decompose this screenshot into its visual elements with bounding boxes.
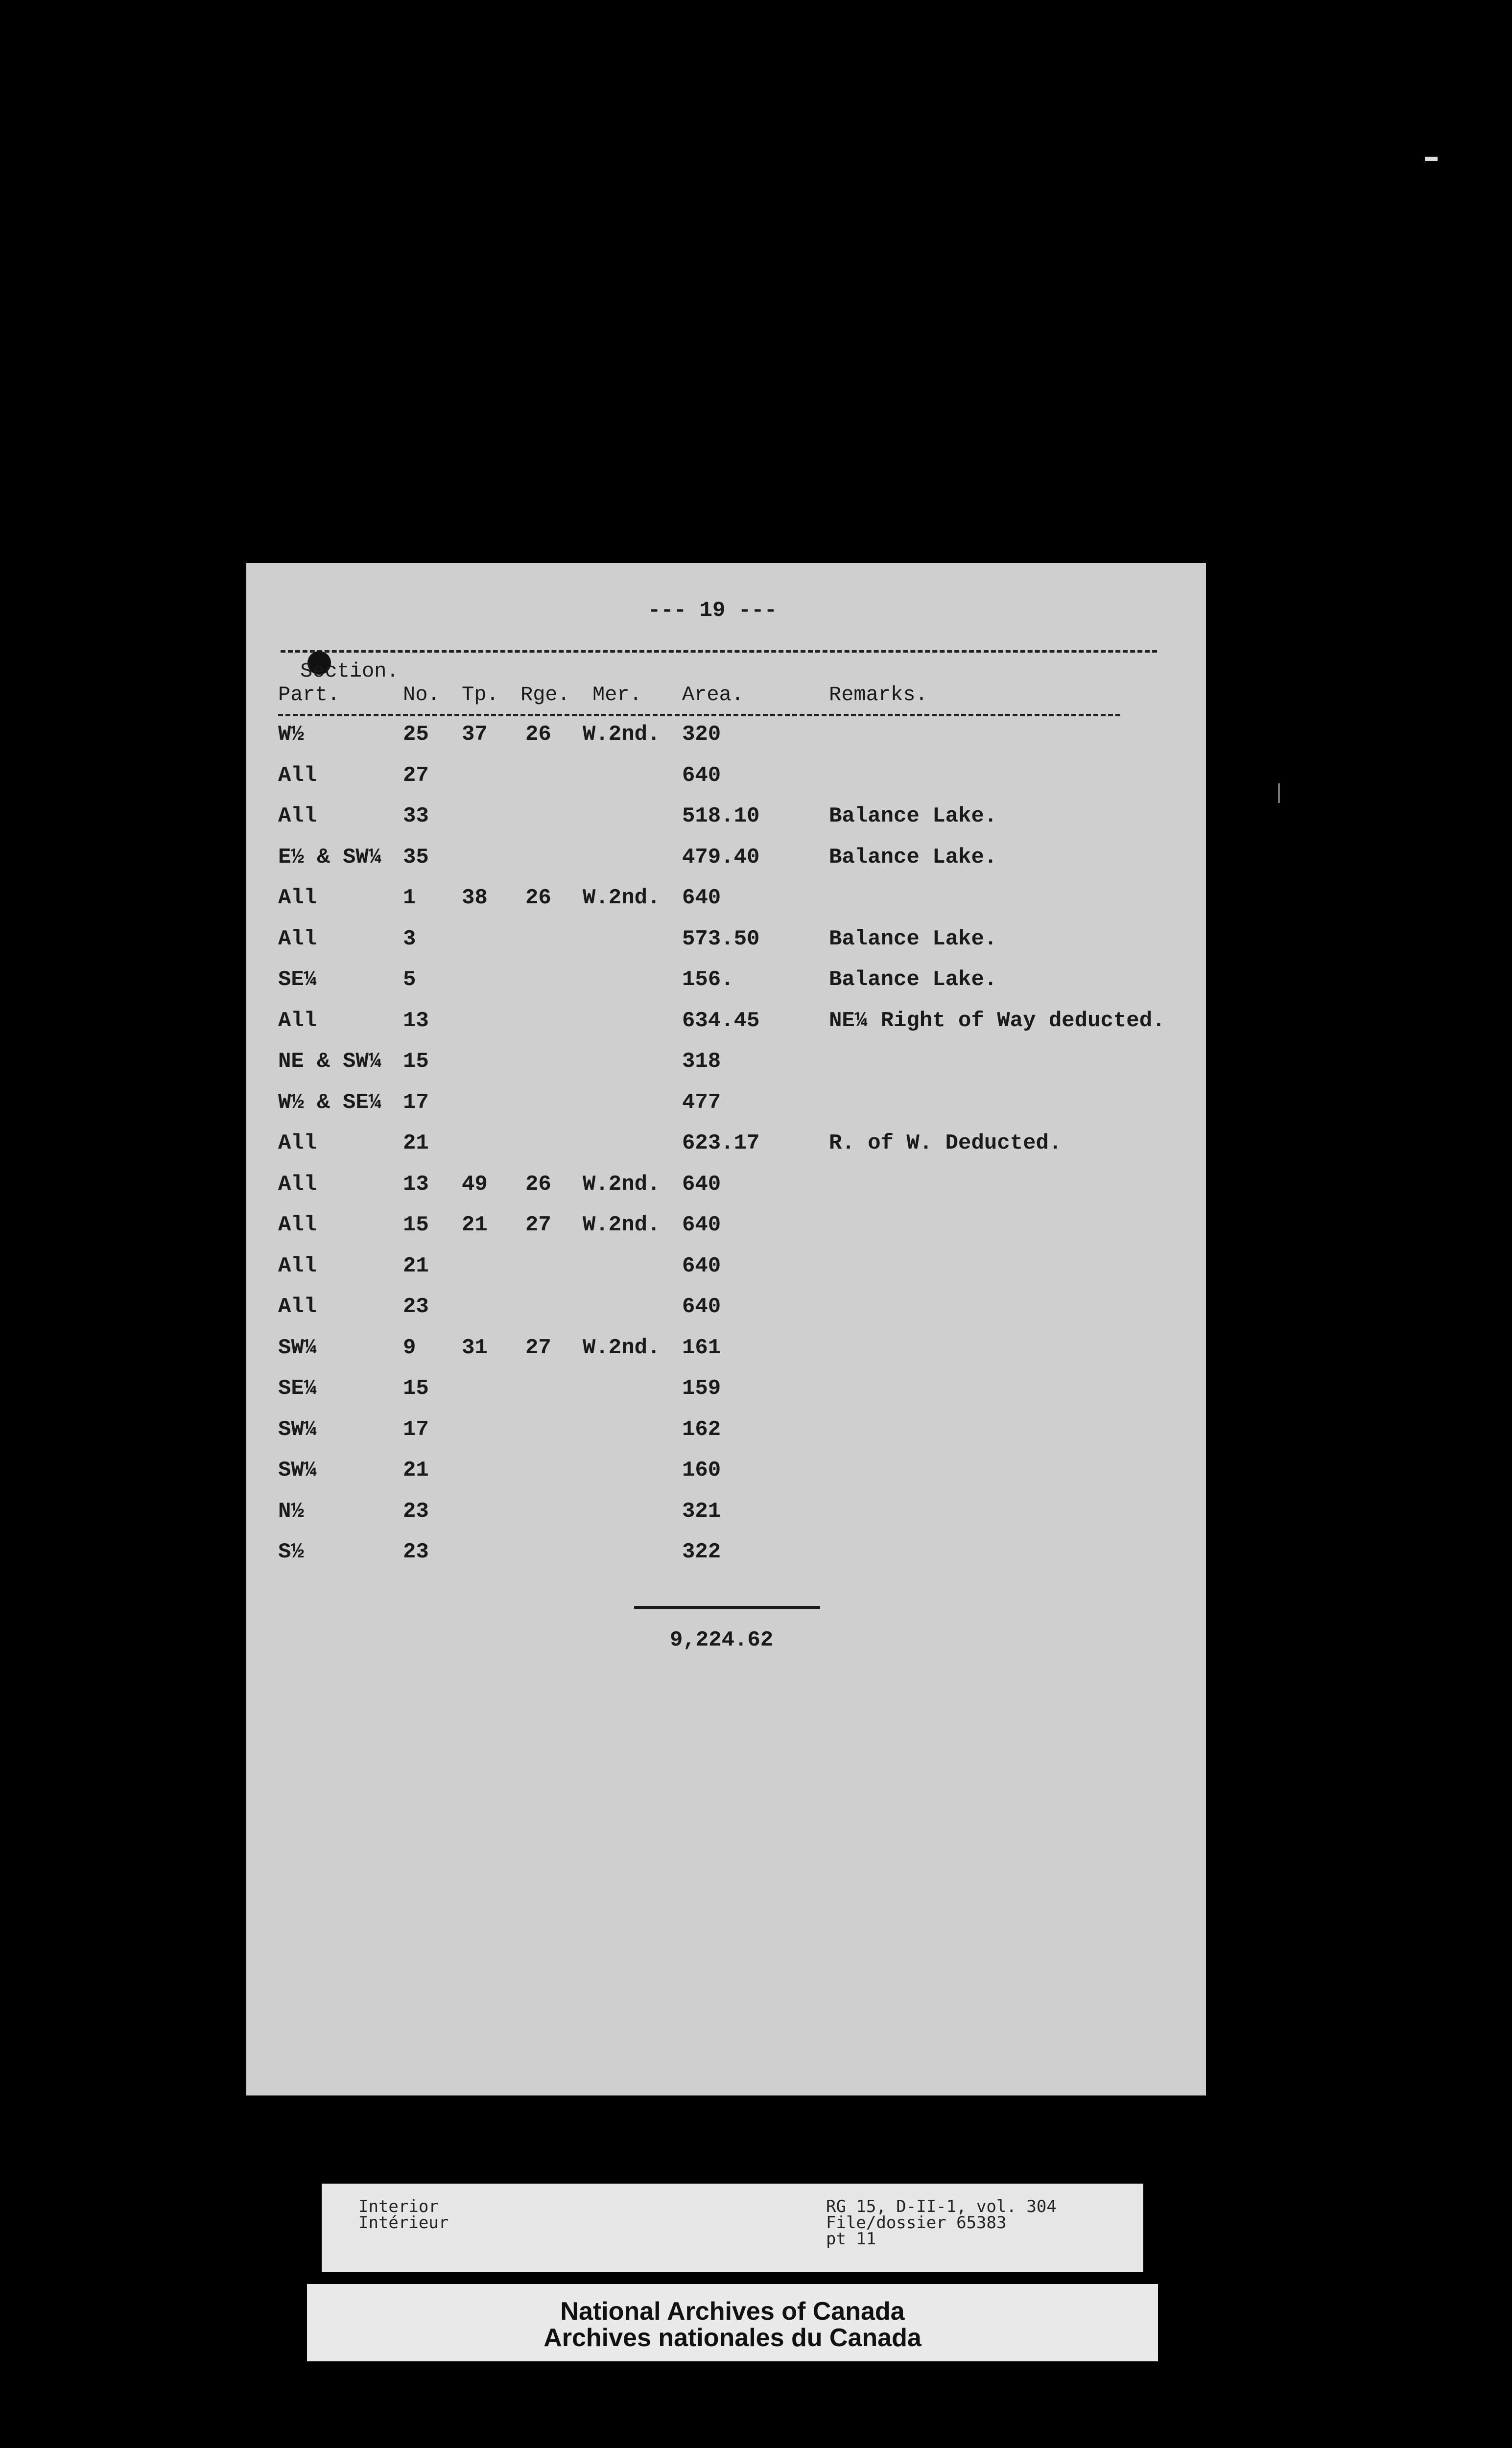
cell-part: E½ & SW¼ bbox=[278, 845, 382, 870]
header-rge: Rge. bbox=[520, 683, 570, 706]
cell-area: 162 bbox=[682, 1417, 721, 1442]
cell-no: 33 bbox=[403, 804, 429, 828]
cell-no: 5 bbox=[403, 967, 416, 992]
header-area: Area. bbox=[682, 683, 744, 706]
cell-part: All bbox=[278, 1008, 317, 1033]
cell-area: 156. bbox=[682, 967, 734, 992]
dept-fr: Intérieur bbox=[358, 2213, 449, 2233]
cell-no: 21 bbox=[403, 1253, 429, 1278]
table-row bbox=[246, 1131, 1206, 1165]
table-row bbox=[246, 1009, 1206, 1043]
cell-no: 21 bbox=[403, 1131, 429, 1155]
cell-area: 640 bbox=[682, 886, 721, 910]
cell-remarks: Balance Lake. bbox=[829, 967, 997, 992]
cell-no: 15 bbox=[403, 1049, 429, 1074]
table-row bbox=[246, 1295, 1206, 1329]
cell-no: 23 bbox=[403, 1295, 429, 1319]
cell-area: 321 bbox=[682, 1499, 721, 1524]
cell-part: S½ bbox=[278, 1540, 304, 1564]
cell-area: 477 bbox=[682, 1090, 721, 1115]
dept-en: Interior bbox=[358, 2197, 439, 2216]
total-rule bbox=[634, 1606, 820, 1609]
speck bbox=[1278, 783, 1280, 803]
table-row bbox=[246, 1049, 1206, 1083]
cell-no: 13 bbox=[403, 1008, 429, 1033]
table-row bbox=[246, 1417, 1206, 1452]
cell-part: All bbox=[278, 804, 317, 828]
cell-area: 640 bbox=[682, 763, 721, 788]
cell-part: W½ bbox=[278, 722, 304, 747]
header-remarks: Remarks. bbox=[829, 683, 928, 706]
archive-name-label bbox=[307, 2284, 1158, 2361]
table-row bbox=[246, 886, 1206, 920]
cell-no: 25 bbox=[403, 722, 429, 747]
document-page bbox=[246, 563, 1206, 2095]
cell-part: All bbox=[278, 1172, 317, 1197]
cell-tp: 38 bbox=[462, 886, 488, 910]
cell-part: SW¼ bbox=[278, 1417, 317, 1442]
cell-no: 9 bbox=[403, 1335, 416, 1360]
ref-line3: pt 11 bbox=[826, 2229, 876, 2249]
cell-part: All bbox=[278, 763, 317, 788]
cell-mer: W.2nd. bbox=[583, 1213, 661, 1237]
cell-part: SW¼ bbox=[278, 1335, 317, 1360]
cell-area: 518.10 bbox=[682, 804, 760, 828]
cell-part: N½ bbox=[278, 1499, 304, 1524]
cell-rge: 26 bbox=[525, 1172, 551, 1197]
header-section: Section. bbox=[300, 659, 399, 683]
table-row bbox=[246, 845, 1206, 879]
table-row bbox=[246, 1090, 1206, 1125]
table-row bbox=[246, 1458, 1206, 1492]
cell-no: 13 bbox=[403, 1172, 429, 1197]
cell-mer: W.2nd. bbox=[583, 1335, 661, 1360]
cell-no: 15 bbox=[403, 1213, 429, 1237]
header-part: Part. bbox=[278, 683, 340, 706]
cell-area: 318 bbox=[682, 1049, 721, 1074]
table-row bbox=[246, 1254, 1206, 1288]
speck bbox=[1425, 157, 1438, 161]
cell-no: 23 bbox=[403, 1499, 429, 1524]
table-row bbox=[246, 722, 1206, 756]
cell-area: 160 bbox=[682, 1458, 721, 1483]
cell-remarks: NE¼ Right of Way deducted. bbox=[829, 1008, 1165, 1033]
cell-mer: W.2nd. bbox=[583, 1172, 661, 1197]
archive-name-fr: Archives nationales du Canada bbox=[543, 2324, 921, 2352]
table-row bbox=[246, 1540, 1206, 1574]
cell-tp: 21 bbox=[462, 1213, 488, 1237]
cell-part: All bbox=[278, 886, 317, 910]
cell-tp: 31 bbox=[462, 1335, 488, 1360]
cell-no: 21 bbox=[403, 1458, 429, 1483]
table-row bbox=[246, 1499, 1206, 1533]
table-row bbox=[246, 1336, 1206, 1370]
cell-part: SW¼ bbox=[278, 1458, 317, 1483]
cell-mer: W.2nd. bbox=[583, 886, 661, 910]
cell-no: 17 bbox=[403, 1090, 429, 1115]
cell-no: 35 bbox=[403, 845, 429, 870]
table-row bbox=[246, 804, 1206, 838]
cell-no: 3 bbox=[403, 926, 416, 951]
cell-rge: 26 bbox=[525, 722, 551, 747]
cell-part: SE¼ bbox=[278, 967, 317, 992]
cell-area: 640 bbox=[682, 1172, 721, 1197]
cell-mer: W.2nd. bbox=[583, 722, 661, 747]
cell-area: 640 bbox=[682, 1295, 721, 1319]
cell-area: 322 bbox=[682, 1540, 721, 1564]
table-row bbox=[246, 1213, 1206, 1247]
cell-rge: 27 bbox=[525, 1335, 551, 1360]
archive-reference-label bbox=[322, 2184, 1143, 2272]
cell-tp: 37 bbox=[462, 722, 488, 747]
cell-part: NE & SW¼ bbox=[278, 1049, 382, 1074]
archive-name-en: National Archives of Canada bbox=[560, 2297, 905, 2326]
cell-part: All bbox=[278, 1213, 317, 1237]
cell-area: 320 bbox=[682, 722, 721, 747]
cell-area: 634.45 bbox=[682, 1008, 760, 1033]
table-row bbox=[246, 763, 1206, 798]
cell-part: All bbox=[278, 926, 317, 951]
cell-area: 479.40 bbox=[682, 845, 760, 870]
table-row bbox=[246, 1172, 1206, 1206]
cell-rge: 27 bbox=[525, 1213, 551, 1237]
cell-area: 573.50 bbox=[682, 926, 760, 951]
cell-part: All bbox=[278, 1295, 317, 1319]
cell-remarks: Balance Lake. bbox=[829, 804, 997, 828]
cell-area: 640 bbox=[682, 1213, 721, 1237]
cell-rge: 26 bbox=[525, 886, 551, 910]
cell-remarks: Balance Lake. bbox=[829, 926, 997, 951]
cell-area: 623.17 bbox=[682, 1131, 760, 1155]
cell-no: 15 bbox=[403, 1376, 429, 1401]
table-row bbox=[246, 927, 1206, 961]
table-row bbox=[246, 1376, 1206, 1411]
header-tp: Tp. bbox=[462, 683, 499, 706]
ref-line2: File/dossier 65383 bbox=[826, 2213, 1007, 2233]
header-no: No. bbox=[403, 683, 440, 706]
cell-part: SE¼ bbox=[278, 1376, 317, 1401]
cell-remarks: Balance Lake. bbox=[829, 845, 997, 870]
cell-no: 27 bbox=[403, 763, 429, 788]
cell-area: 161 bbox=[682, 1335, 721, 1360]
cell-no: 23 bbox=[403, 1540, 429, 1564]
cell-area: 159 bbox=[682, 1376, 721, 1401]
cell-part: All bbox=[278, 1131, 317, 1155]
cell-no: 1 bbox=[403, 886, 416, 910]
cell-no: 17 bbox=[403, 1417, 429, 1442]
total-area: 9,224.62 bbox=[670, 1628, 774, 1652]
page-number: --- 19 --- bbox=[648, 598, 778, 623]
cell-remarks: R. of W. Deducted. bbox=[829, 1131, 1062, 1155]
table-row bbox=[246, 967, 1206, 1002]
land-table bbox=[246, 563, 1206, 2095]
cell-tp: 49 bbox=[462, 1172, 488, 1197]
header-mer: Mer. bbox=[592, 683, 642, 706]
cell-part: All bbox=[278, 1253, 317, 1278]
ref-line1: RG 15, D-II-1, vol. 304 bbox=[826, 2197, 1057, 2216]
cell-area: 640 bbox=[682, 1253, 721, 1278]
cell-part: W½ & SE¼ bbox=[278, 1090, 382, 1115]
